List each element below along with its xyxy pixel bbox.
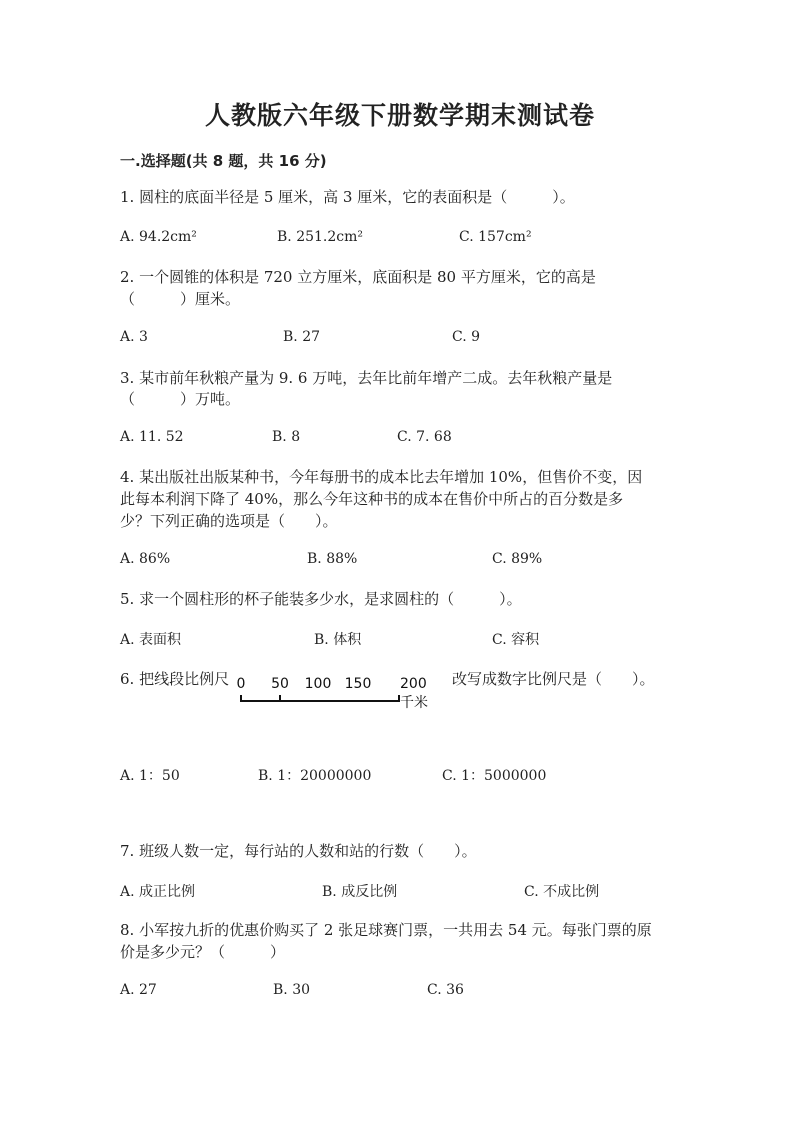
question-8-option-c[interactable]: C. 36 — [427, 982, 464, 998]
question-6-option-a[interactable]: A. 1：50 — [120, 768, 180, 784]
question-7-option-a[interactable]: A. 成正比例 — [120, 884, 196, 900]
question-8-option-a[interactable]: A. 27 — [120, 982, 157, 998]
question-2-option-c[interactable]: C. 9 — [452, 329, 481, 345]
question-3-text-line-1: 3. 某市前年秋粮产量为 9. 6 万吨，去年比前年增产二成。去年秋粮产量是 — [120, 369, 613, 387]
question-1-option-c[interactable]: C. 157cm² — [459, 229, 532, 245]
question-7-option-c[interactable]: C. 不成比例 — [524, 884, 600, 900]
question-5-option-c[interactable]: C. 容积 — [492, 632, 540, 648]
page-title: 人教版六年级下册数学期末测试卷 — [204, 101, 595, 130]
line-segment-scale — [236, 676, 448, 711]
scale-label-50: 50 — [271, 676, 289, 692]
question-6-text-part-1: 6. 把线段比例尺 — [120, 670, 230, 688]
question-1-text: 1. 圆柱的底面半径是 5 厘米，高 3 厘米，它的表面积是（ ）。 — [120, 188, 575, 206]
question-4-option-c[interactable]: C. 89% — [492, 551, 543, 567]
question-2-text-line-1: 2. 一个圆锥的体积是 720 立方厘米，底面积是 80 平方厘米，它的高是 — [120, 268, 596, 286]
scale-label-150: 150 — [344, 676, 372, 692]
question-8-text-line-2: 价是多少元？（ ） — [120, 943, 286, 961]
question-2-option-b[interactable]: B. 27 — [283, 329, 321, 345]
scale-label-100: 100 — [304, 676, 332, 692]
scale-tick — [398, 695, 400, 702]
question-6-option-b[interactable]: B. 1：20000000 — [258, 768, 372, 784]
question-4-text-line-3: 少？下列正确的选项是（ ）。 — [120, 512, 338, 530]
question-6-text-part-2: 改写成数字比例尺是（ ）。 — [452, 670, 655, 688]
question-1-option-b[interactable]: B. 251.2cm² — [277, 229, 363, 245]
question-4-option-b[interactable]: B. 88% — [307, 551, 358, 567]
question-4-text-line-1: 4. 某出版社出版某种书，今年每册书的成本比去年增加 10%，但售价不变，因 — [120, 468, 643, 486]
question-5-text: 5. 求一个圆柱形的杯子能装多少水，是求圆柱的（ ）。 — [120, 590, 522, 608]
question-5-option-a[interactable]: A. 表面积 — [120, 632, 182, 648]
question-8-text-line-1: 8. 小军按九折的优惠价购买了 2 张足球赛门票，一共用去 54 元。每张门票的原 — [120, 921, 652, 939]
question-7-option-b[interactable]: B. 成反比例 — [322, 884, 398, 900]
scale-tick — [279, 695, 281, 702]
question-4-option-a[interactable]: A. 86% — [120, 551, 171, 567]
scale-tick — [240, 695, 242, 702]
question-3-option-b[interactable]: B. 8 — [272, 429, 301, 445]
question-4-text-line-2: 此每本利润下降了 40%，那么今年这种书的成本在售价中所占的百分数是多 — [120, 490, 624, 508]
scale-label-200km: 200千米 — [400, 676, 428, 711]
question-1-option-a[interactable]: A. 94.2cm² — [120, 229, 197, 245]
question-5-option-b[interactable]: B. 体积 — [314, 632, 362, 648]
question-3-option-c[interactable]: C. 7. 68 — [397, 429, 452, 445]
question-8-option-b[interactable]: B. 30 — [273, 982, 311, 998]
question-2-text-line-2: （ ）厘米。 — [120, 290, 241, 308]
scale-label-0: 0 — [236, 676, 246, 692]
question-6-option-c[interactable]: C. 1：5000000 — [442, 768, 547, 784]
question-2-option-a[interactable]: A. 3 — [120, 329, 148, 345]
scale-bar — [240, 700, 400, 702]
question-7-text: 7. 班级人数一定，每行站的人数和站的行数（ ）。 — [120, 842, 477, 860]
question-3-option-a[interactable]: A. 11. 52 — [120, 429, 184, 445]
section-heading: 一.选择题(共 8 题，共 16 分) — [120, 152, 327, 170]
question-3-text-line-2: （ ）万吨。 — [120, 390, 241, 408]
